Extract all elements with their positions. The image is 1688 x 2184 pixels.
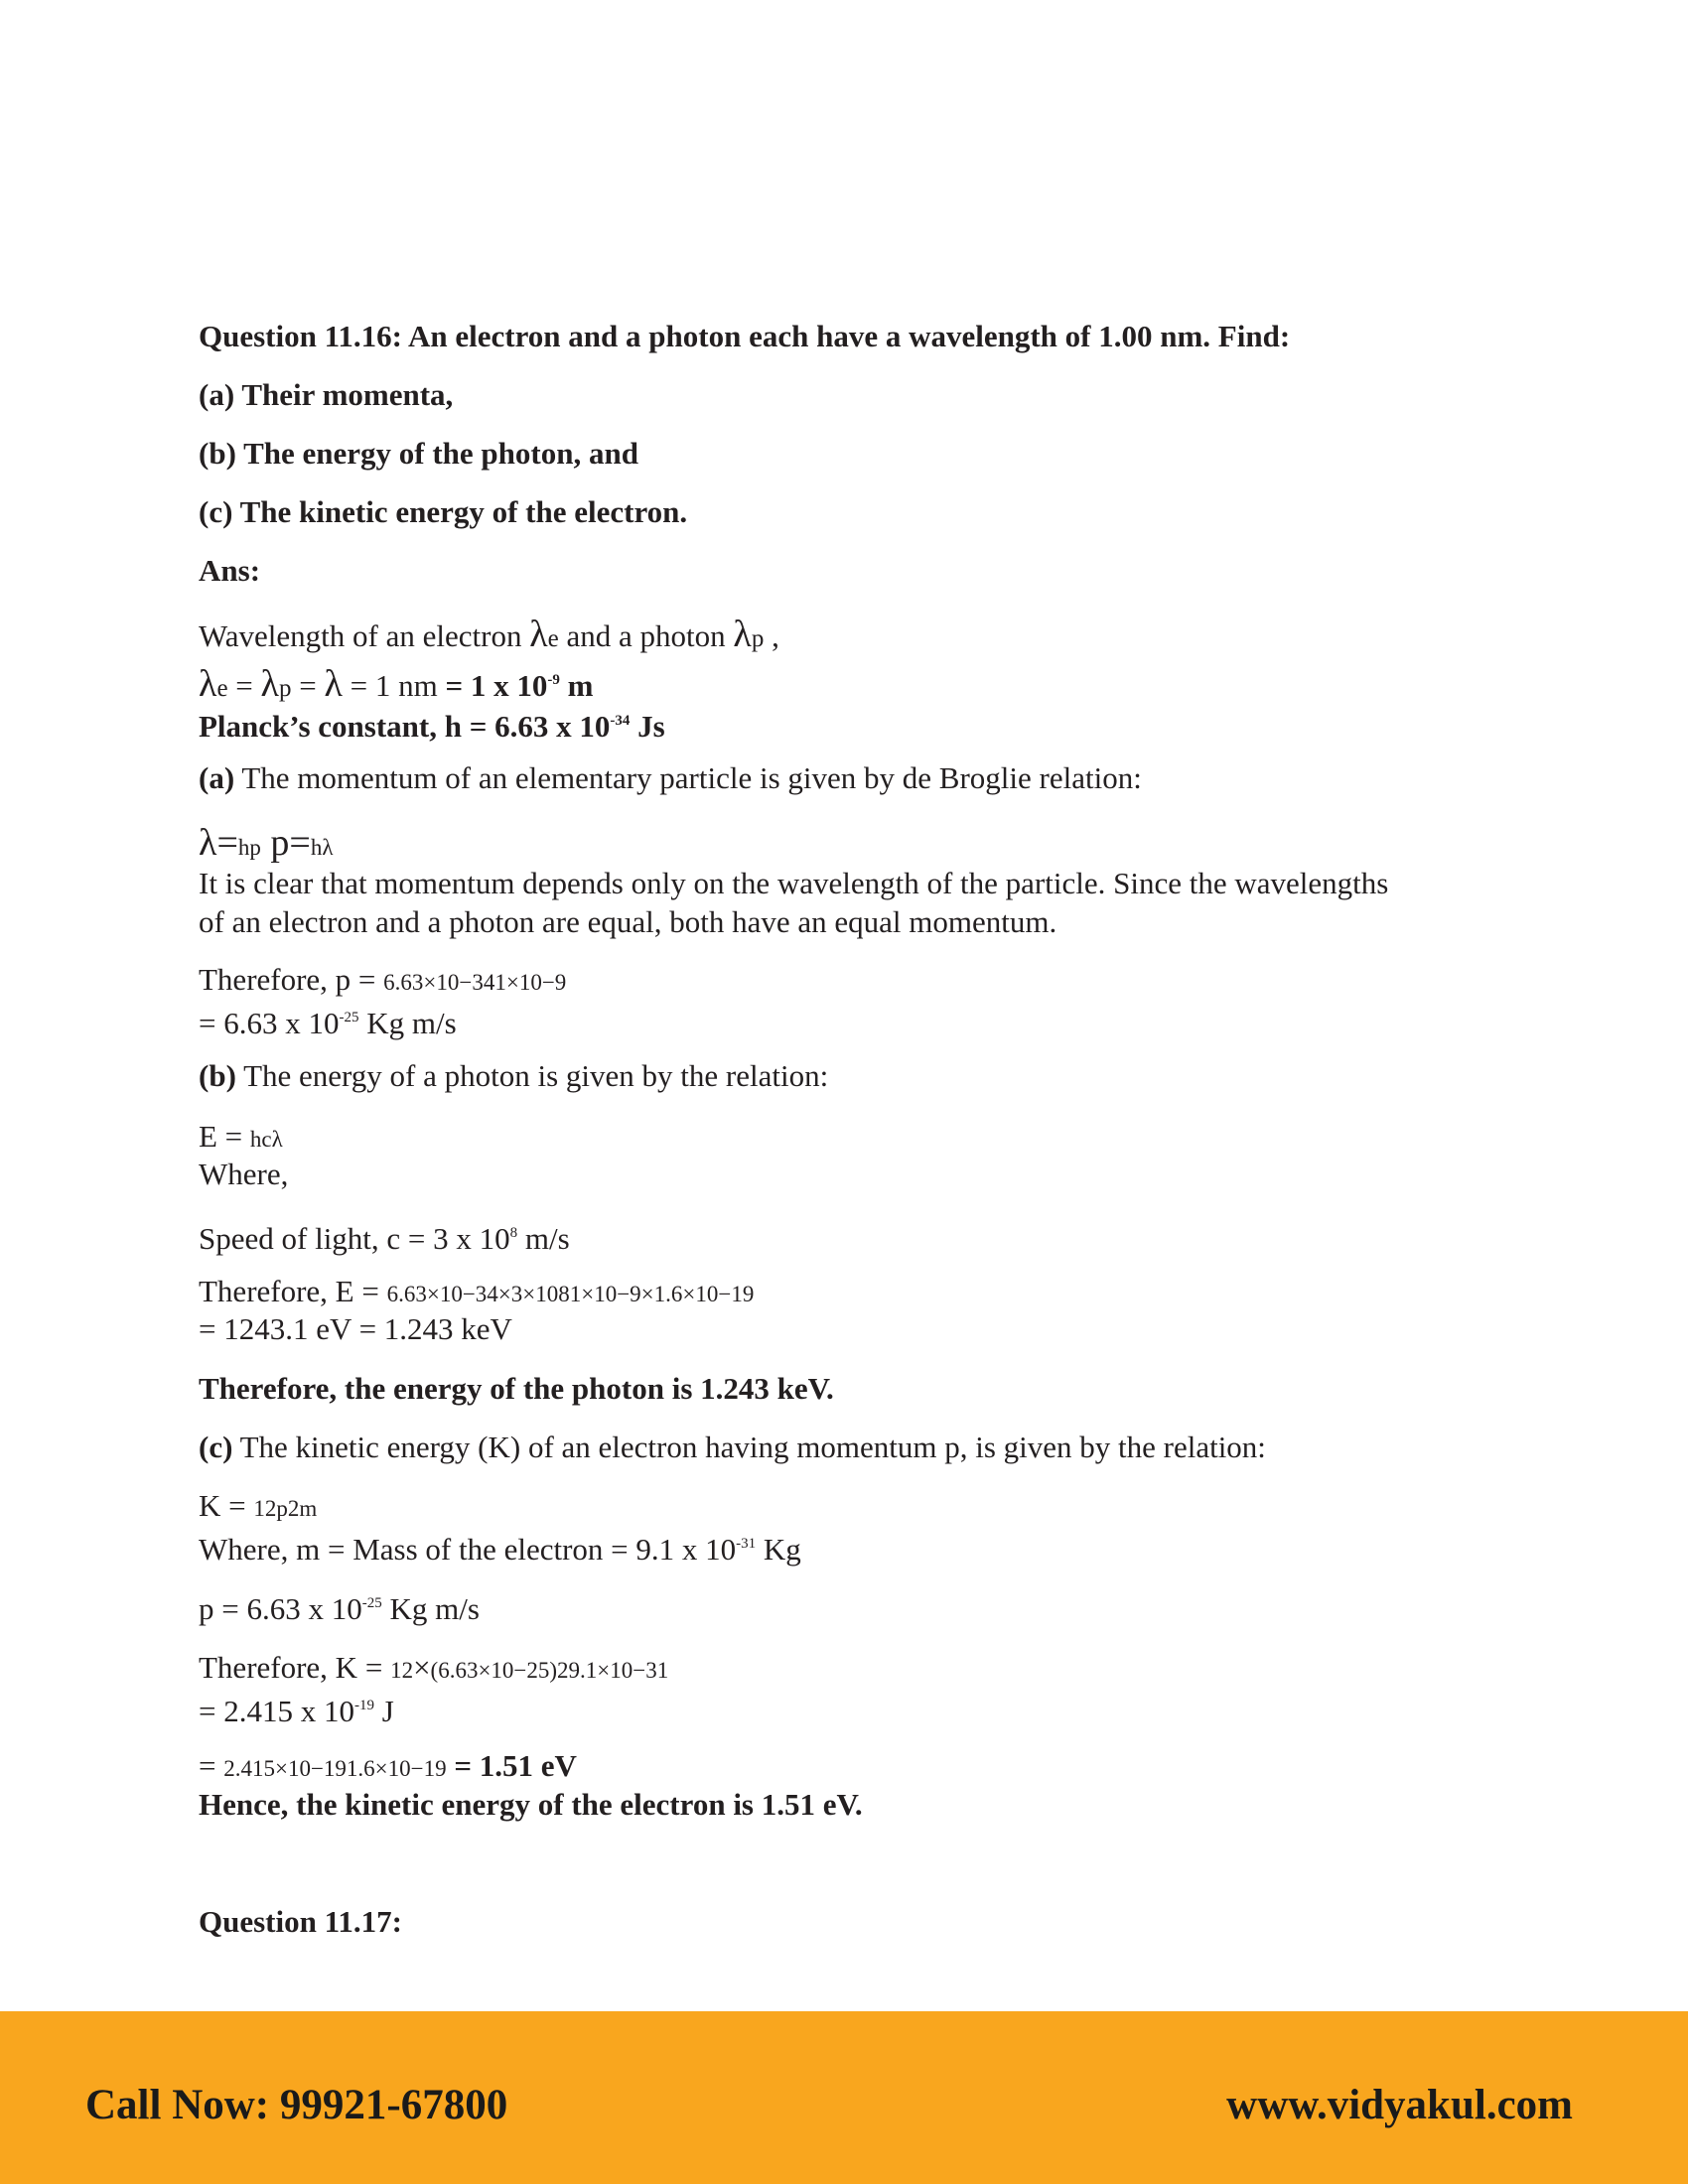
electron-mass — [199, 1525, 801, 1569]
lambda-symbol: λ — [733, 614, 752, 655]
kinetic-eq-text: K = — [199, 1488, 254, 1523]
ev-expression: 2.415×10−191.6×10−19 — [223, 1756, 447, 1781]
part-a-label: (a) — [199, 760, 235, 795]
fraction-h-over-lambda: hλ — [310, 835, 334, 860]
energy-expression: 6.63×10−34×3×1081×10−9×1.6×10−19 — [386, 1282, 755, 1306]
part-b-heading: (b) The energy of the photon, and — [199, 436, 638, 471]
kinetic-conclusion: Hence, the kinetic energy of the electron is 1.51 eV. — [199, 1787, 863, 1822]
momentum-result — [199, 999, 457, 1042]
therefore-p — [199, 961, 566, 1002]
subscript-p: p — [278, 675, 292, 702]
question-title: Question 11.16: An electron and a photon each have a wavelength of 1.00 nm. Find: — [199, 319, 1291, 353]
wavelength-line — [199, 615, 779, 658]
part-c-label: (c) — [199, 1430, 233, 1464]
therefore-e — [199, 1273, 754, 1313]
where-label: Where, — [199, 1157, 289, 1191]
lambda-symbol: λ — [260, 663, 279, 705]
planck-unit: Js — [630, 709, 665, 744]
subscript-e: e — [216, 675, 228, 702]
lambda-symbol: λ — [199, 822, 217, 864]
energy-conclusion: Therefore, the energy of the photon is 1.243 keV. — [199, 1371, 834, 1406]
planck-constant — [199, 702, 665, 746]
lambda-value: = 1 x 10 — [445, 668, 548, 703]
wavelength-text: Wavelength of an electron — [199, 618, 530, 653]
part-b-intro — [199, 1057, 828, 1095]
footer-banner — [0, 2011, 1688, 2184]
wavelength-text-2: and a photon — [558, 618, 734, 653]
answer-label: Ans: — [199, 553, 261, 588]
part-c-heading: (c) The kinetic energy of the electron. — [199, 494, 688, 529]
mass-exponent: -31 — [736, 1536, 757, 1552]
speed-of-light — [199, 1214, 570, 1258]
lambda-unit: m — [559, 668, 594, 703]
lambda-symbol: λ — [199, 663, 217, 705]
part-a-heading: (a) Their momenta, — [199, 377, 454, 412]
fraction-p2-over-2m: 12p2m — [253, 1496, 318, 1521]
ev-equals: = — [199, 1748, 224, 1783]
momentum-unit: Kg m/s — [358, 1006, 457, 1040]
equals: = — [289, 822, 311, 864]
part-b-label: (b) — [199, 1058, 236, 1093]
p-symbol: p — [260, 822, 290, 864]
fraction-hc-over-lambda: hcλ — [249, 1127, 283, 1152]
kinetic-expression-half: 12 — [390, 1658, 414, 1683]
momentum-expression: 6.63×10−341×10−9 — [383, 970, 567, 995]
therefore-k-text: Therefore, K = — [199, 1650, 391, 1685]
kinetic-expression: (6.63×10−25)29.1×10−31 — [430, 1658, 669, 1683]
debroglie-equation — [199, 824, 333, 867]
kinetic-exponent: -19 — [353, 1698, 374, 1713]
ev-conversion — [199, 1747, 577, 1788]
p-value-exponent: -25 — [361, 1595, 382, 1611]
equals: = — [227, 668, 261, 703]
equals: = — [216, 822, 238, 864]
lambda-symbol: λ — [324, 663, 343, 705]
nm-text: = 1 nm — [342, 668, 446, 703]
mass-text: Where, m = Mass of the electron = 9.1 x 10 — [199, 1532, 737, 1567]
subscript-e: e — [547, 625, 559, 652]
equals: = — [291, 668, 325, 703]
kinetic-result — [199, 1687, 394, 1730]
website-link[interactable]: www.vidyakul.com — [1226, 2082, 1573, 2128]
momentum-exponent: -25 — [339, 1010, 359, 1025]
therefore-k — [199, 1649, 668, 1690]
part-a-text: The momentum of an elementary particle is given by de Broglie relation: — [234, 760, 1142, 795]
next-question-title: Question 11.17: — [199, 1904, 402, 1939]
therefore-p-text: Therefore, p = — [199, 962, 384, 997]
fraction-h-over-p: hp — [237, 835, 261, 860]
lambda-symbol: λ — [529, 614, 548, 655]
subscript-p: p — [751, 625, 765, 652]
call-now-text: Call Now: 99921-67800 — [85, 2082, 508, 2128]
momentum-value — [199, 1584, 480, 1628]
planck-exponent: -34 — [610, 713, 631, 729]
explanation-line-1: It is clear that momentum depends only on the wavelength of the particle. Since the wavelengths — [199, 866, 1389, 900]
p-value-text: p = 6.63 x 10 — [199, 1591, 362, 1626]
part-c-intro — [199, 1429, 1266, 1466]
p-value-unit: Kg m/s — [381, 1591, 480, 1626]
speed-unit: m/s — [517, 1221, 570, 1256]
momentum-result-text: = 6.63 x 10 — [199, 1006, 340, 1040]
times-symbol: × — [413, 1650, 431, 1685]
kinetic-equation — [199, 1487, 317, 1528]
mass-unit: Kg — [756, 1532, 801, 1567]
part-a-intro — [199, 759, 1142, 797]
part-c-text: The kinetic energy (K) of an electron having momentum p, is given by the relation: — [232, 1430, 1266, 1464]
therefore-e-text: Therefore, E = — [199, 1274, 387, 1308]
kinetic-unit: J — [373, 1694, 394, 1728]
speed-exponent: 8 — [509, 1225, 518, 1241]
energy-equation — [199, 1118, 283, 1159]
speed-text: Speed of light, c = 3 x 10 — [199, 1221, 510, 1256]
energy-eq-text: E = — [199, 1119, 250, 1154]
lambda-exponent: -9 — [547, 672, 560, 688]
kinetic-result-text: = 2.415 x 10 — [199, 1694, 354, 1728]
part-b-text: The energy of a photon is given by the relation: — [235, 1058, 829, 1093]
energy-result: = 1243.1 eV = 1.243 keV — [199, 1311, 512, 1346]
wavelength-text-3: , — [764, 618, 779, 653]
lambda-equation — [199, 661, 594, 708]
planck-text: Planck’s constant, h = 6.63 x 10 — [199, 709, 611, 744]
ev-result: = 1.51 eV — [446, 1748, 577, 1783]
explanation-line-2: of an electron and a photon are equal, both have an equal momentum. — [199, 904, 1057, 939]
